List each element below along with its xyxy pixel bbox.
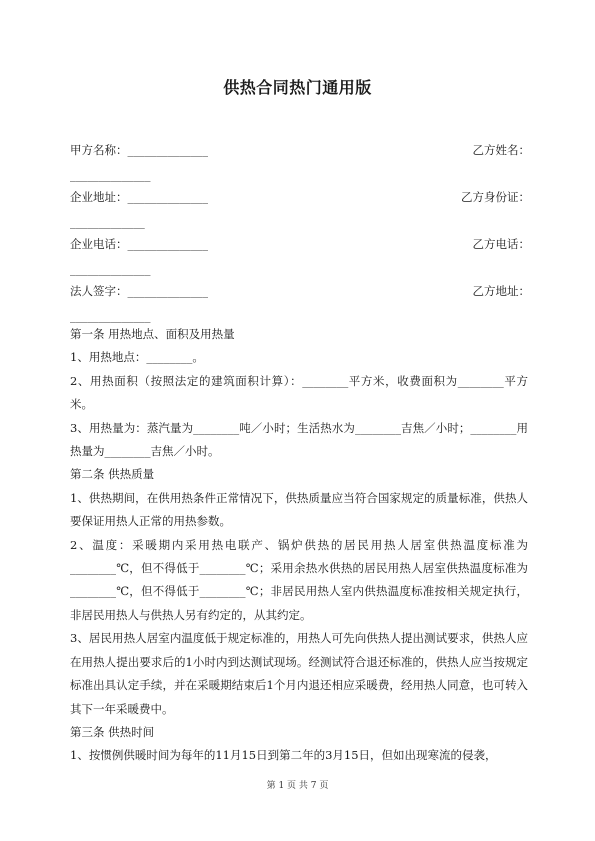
party-b-id-blank[interactable]: _____________ [70,215,145,229]
party-b-name-label: 乙方姓名： [472,143,530,157]
article-2-clause-3: 3、居民用热人居室内温度低于规定标准的，用热人可先向供热人提出测试要求，供热人应在用热人提出要求后的1小时内到达测试现场。经测试符合退还标准的，供热人应当按规定标准出具认定手续，并在采暖期结束后1个月内退还相应采暖费，经用热人同意，也可转入其下一年采暖费中。 [70,631,528,716]
article-1-clause-2: 2、用热面积（按照法定的建筑面积计算）：________平方米，收费面积为________平方米。 [70,373,528,412]
party-row-2 [70,188,530,208]
party-b-phone-blank[interactable]: ______________ [70,262,151,276]
party-a-signature-label: 法人签字： [70,284,128,298]
party-a-phone [70,235,208,253]
party-b-address-label: 乙方地址： [472,284,530,298]
party-b-id-label: 乙方身份证： [461,190,530,204]
party-a-name [70,141,208,159]
party-a-address [70,188,208,206]
article-2-clause-2: 2、温度：采暖期内采用热电联产、锅炉供热的居民用热人居室供热温度标准为________℃，但不得低于________℃；采用余热水供热的居民用热人居室供热温度标准为________℃，但不得低于________℃；非居民用热人室内供热温度标准按相关规定执行，非居民用热人与供热人另有约定的，从其约定。 [70,537,528,622]
party-a-address-label: 企业地址： [70,190,128,204]
party-a-signature [70,282,208,300]
party-b-name-blank[interactable]: ______________ [70,168,151,182]
document-title: 供热合同热门通用版 [223,78,372,97]
party-a-address-blank[interactable]: ______________ [127,190,208,204]
article-1-heading: 第一条 用热地点、面积及用热量 [70,327,235,341]
article-3-heading: 第三条 供热时间 [70,724,155,739]
article-1-clause-3: 3、用热量为：蒸汽量为________吨／小时；生活热水为________吉焦／小时；________用热量为________吉焦／小时。 [70,420,528,459]
party-a-name-blank[interactable]: ______________ [127,143,208,157]
article-2-heading: 第二条 供热质量 [70,467,155,482]
article-2-clause-1: 1、供热期间，在供用热条件正常情况下，供热质量应当符合国家规定的质量标准，供热人要保证用热人正常的用热参数。 [70,490,528,529]
article-3-clause-1: 1、按惯例供暖时间为每年的11月15日到第二年的3月15日，但如出现寒流的侵袭， [70,748,497,763]
party-b-phone-label: 乙方电话： [472,237,530,251]
article-1-clause-1: 1、用热地点：________。 [70,350,204,365]
party-a-signature-blank[interactable]: ______________ [127,284,208,298]
party-row-4 [70,282,530,302]
party-row-1 [70,141,530,161]
party-a-phone-blank[interactable]: ______________ [127,237,208,251]
party-a-name-label: 甲方名称： [70,143,128,157]
page-number: 第 1 页 共 7 页 [266,781,329,791]
party-b-address-blank[interactable]: ______________ [70,309,151,323]
contract-body [70,323,528,768]
party-a-phone-label: 企业电话： [70,237,128,251]
party-row-3 [70,235,530,255]
